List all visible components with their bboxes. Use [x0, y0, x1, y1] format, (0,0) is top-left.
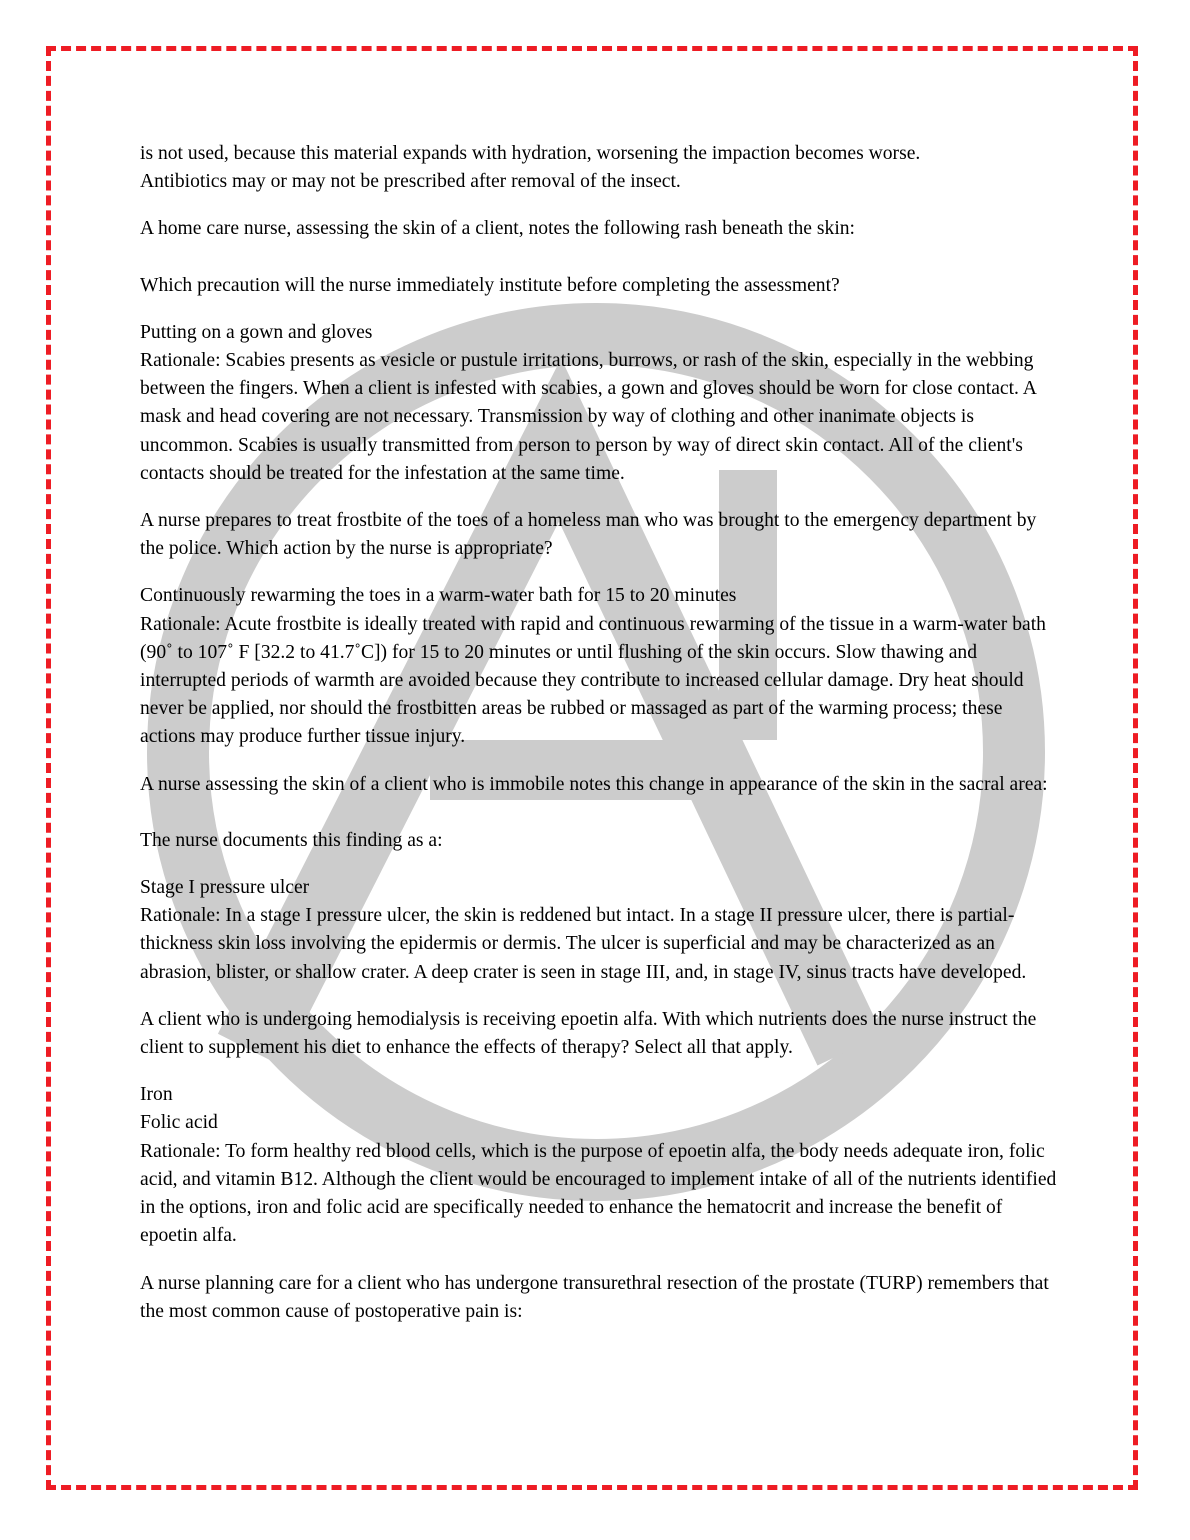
document-body	[140, 140, 1060, 1326]
question-epoetin: A client who is undergoing hemodialysis is receiving epoetin alfa. With which nutrients does the nurse instruct the client to supplement his diet to enhance the effects of therapy? Select all that apply.	[140, 1008, 1037, 1059]
answer-folic-acid: Folic acid	[140, 1112, 218, 1134]
question-frostbite: A nurse prepares to treat frostbite of the toes of a homeless man who was brought to the emergency department by the police. Which action by the nurse is appropriate?	[140, 510, 1037, 560]
rationale-pressure-ulcer: Rationale: In a stage I pressure ulcer, the skin is reddened but intact. In a stage II pressure ulcer, there is partial-thickness skin loss involving the epidermis or dermis. The ulcer is superficial and may be characterized as an abrasion, blister, or shallow crater. A deep crater is seen in stage III, and, in stage IV, sinus tracts have developed.	[140, 905, 1027, 983]
paragraph-impaction-continued: is not used, because this material expands with hydration, worsening the impaction becomes worse.	[140, 143, 921, 164]
question-precaution: Which precaution will the nurse immediately institute before completing the assessment?	[140, 274, 840, 296]
answer-gown-gloves: Putting on a gown and gloves	[140, 321, 373, 343]
answer-iron: Iron	[140, 1084, 173, 1106]
question-sacral-skin: A nurse assessing the skin of a client who is immobile notes this change in appearance of the skin in the sacral area:	[140, 773, 1048, 795]
rationale-scabies: Rationale: Scabies presents as vesicle or pustule irritations, burrows, or rash of the skin, especially in the webbing between the fingers. When a client is infested with scabies, a gown and gloves should be worn for close contact. A mask and head covering are not necessary. Transmission by way of clothing and other inanimate objects is uncommon. Scabies is usually transmitted from person to person by way of direct skin contact. All of the client's contacts should be treated for the infestation at the same time.	[140, 350, 1036, 484]
answer-rewarming: Continuously rewarming the toes in a warm-water bath for 15 to 20 minutes	[140, 585, 737, 607]
question-turp: A nurse planning care for a client who has undergone transurethral resection of the prostate (TURP) remembers that the most common cause of postoperative pain is:	[140, 1272, 1049, 1322]
question-documents-finding: The nurse documents this finding as a:	[140, 829, 443, 851]
paragraph-antibiotics: Antibiotics may or may not be prescribed after removal of the insect.	[140, 171, 681, 193]
rationale-epoetin: Rationale: To form healthy red blood cells, which is the purpose of epoetin alfa, the body needs adequate iron, folic acid, and vitamin B12. Although the client would be encouraged to implement intake of all of the nutrients identified in the options, iron and folic acid are specifically needed to enhance the hematocrit and increase the benefit of epoetin alfa.	[140, 1140, 1057, 1247]
question-rash: A home care nurse, assessing the skin of a client, notes the following rash beneath the skin:	[140, 218, 855, 240]
rationale-frostbite: Rationale: Acute frostbite is ideally treated with rapid and continuous rewarming of the tissue in a warm-water bath (90˚ to 107˚ F [32.2 to 41.7˚C]) for 15 to 20 minutes or until flushing of the skin occurs. Slow thawing and interrupted periods of warmth are avoided because they contribute to increased cellular damage. Dry heat should never be applied, nor should the frostbitten areas be rubbed or massaged as part of the warming process; these actions may produce further tissue injury.	[140, 613, 1046, 748]
answer-stage-one: Stage I pressure ulcer	[140, 877, 310, 899]
